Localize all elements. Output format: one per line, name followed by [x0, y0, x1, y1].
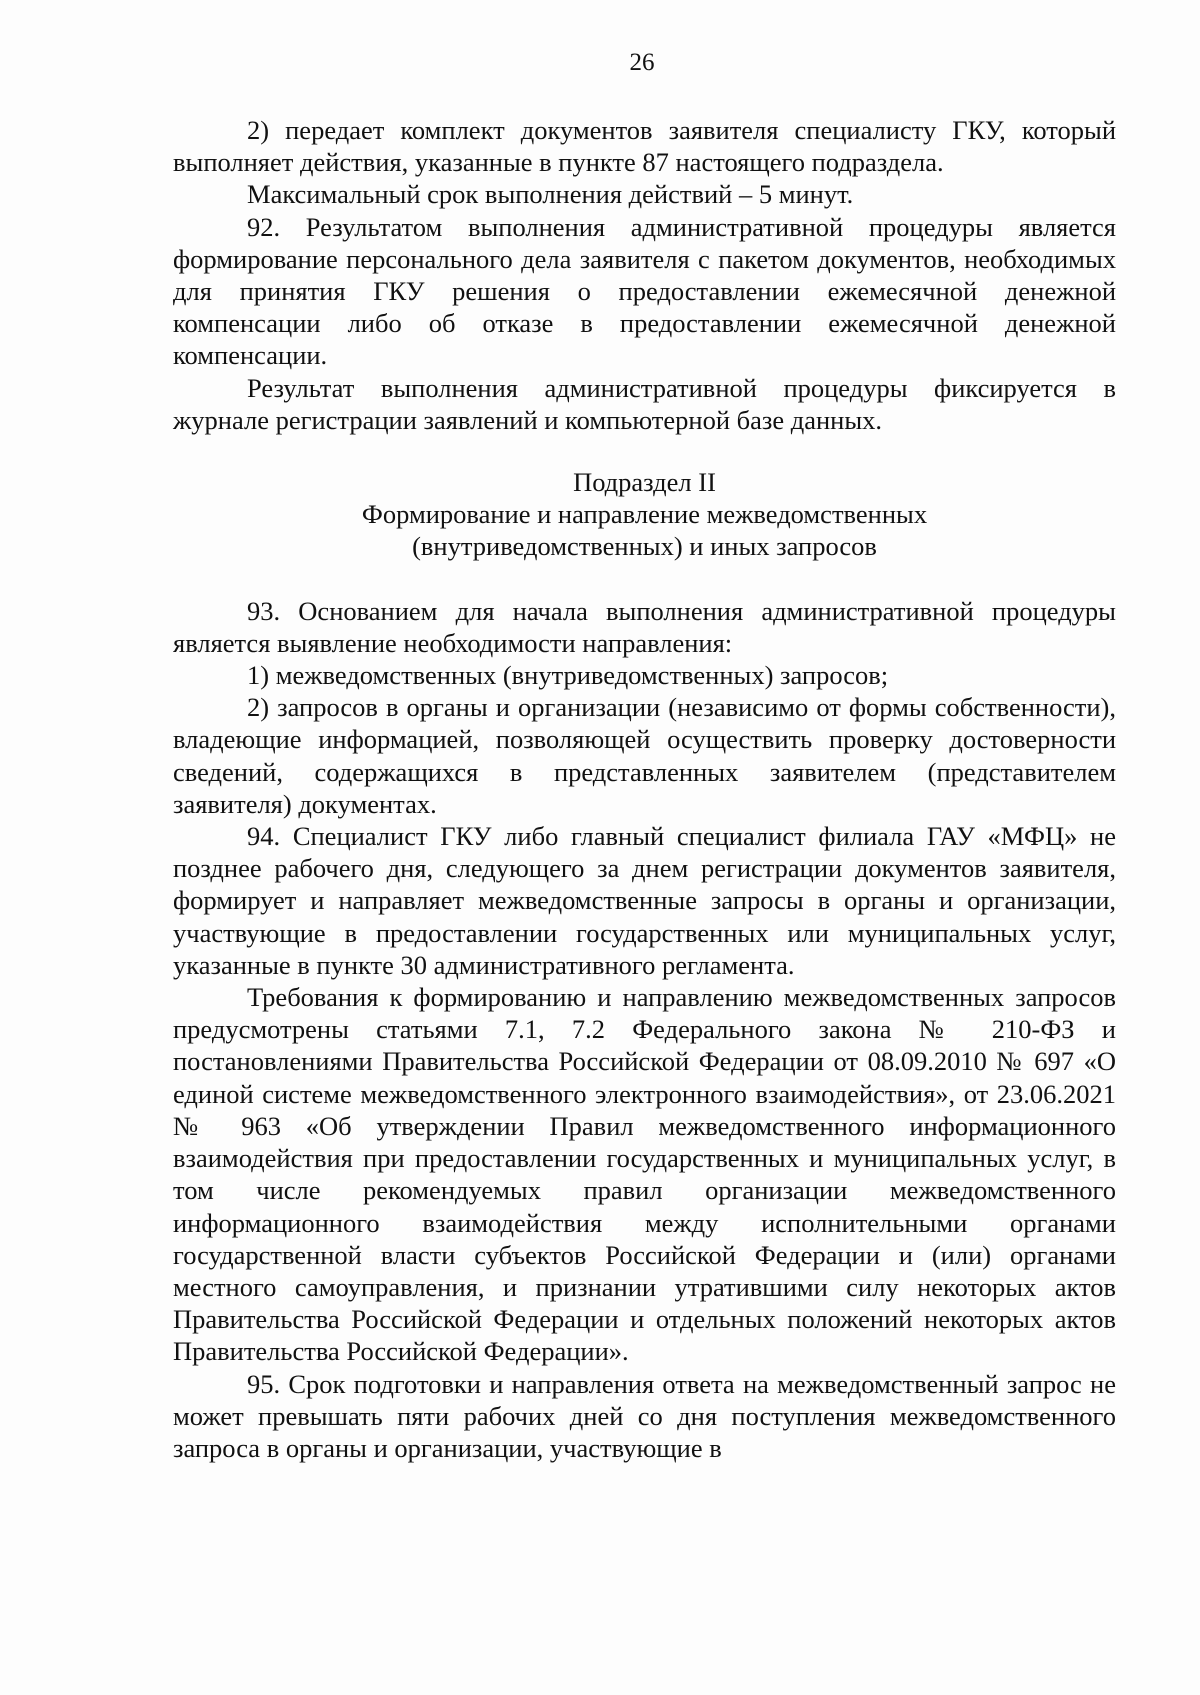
page-number: 26 [629, 49, 655, 76]
paragraph-item-2: 2) передает комплект документов заявителя специалисту ГКУ, который выполняет действия, указанные в пункте 87 настоящего подраздела. [173, 115, 1116, 178]
paragraph-result-recorded: Результат выполнения административной процедуры фиксируется в журнале регистрации заявлений и компьютерной базе данных. [173, 372, 1116, 435]
paragraph-93-item-2: 2) запросов в органы и организации (независимо от формы собственности), владеющие информацией, позволяющей осуществить проверку достоверности сведений, содержащихся в представленных заявителем (представителем заявителя) документах. [173, 692, 1116, 819]
paragraph-requirements: Требования к формированию и направлению межведомственных запросов предусмотрены статьями 7.1, 7.2 Федерального закона № 210-ФЗ и постановлениями Правительства Российской Федерации от 08.09.2010 № 697 «О единой системе межведомственного электронного взаимодействия», от 23.06.2021 № 963 «Об утверждении Правил межведомственного информационного взаимодействия при предоставлении государственных и муниципальных услуг, в том числе рекомендуемых правил организации межведомственного информационного взаимодействия между исполнительными органами государственной власти субъектов Российской Федерации и (или) органами местного самоуправления, и признании утратившими силу некоторых актов Правительства Российской Федерации и отдельных положений некоторых актов Правительства Российской Федерации». [173, 982, 1116, 1367]
paragraph-92: 92. Результатом выполнения административной процедуры является формирование персонального дела заявителя с пакетом документов, необходимых для принятия ГКУ решения о предоставлении ежемесячной денежной компенсации либо об отказе в предоставлении ежемесячной денежной компенсации. [173, 211, 1116, 371]
document-body [173, 114, 1116, 1464]
section-title-line-1: Формирование и направление межведомственных [361, 499, 928, 530]
paragraph-max-time: Максимальный срок выполнения действий – 5 минут. [247, 179, 854, 210]
paragraph-95: 95. Срок подготовки и направления ответа на межведомственный запрос не может превышать пяти рабочих дней со дня поступления межведомственного запроса в органы и организации, участвующие в [173, 1368, 1116, 1463]
section-label: Подраздел II [573, 467, 716, 498]
section-title-line-2: (внутриведомственных) и иных запросов [412, 531, 877, 562]
paragraph-93-item-1: 1) межведомственных (внутриведомственных) запросов; [247, 660, 889, 691]
paragraph-93: 93. Основанием для начала выполнения административной процедуры является выявление необходимости направления: [173, 595, 1116, 658]
spacer [173, 436, 1116, 466]
spacer [173, 563, 1116, 595]
paragraph-94: 94. Специалист ГКУ либо главный специалист филиала ГАУ «МФЦ» не позднее рабочего дня, следующего за днем регистрации документов заявителя, формирует и направляет межведомственные запросы в органы и организации, участвующие в предоставлении государственных или муниципальных услуг, указанные в пункте 30 административного регламента. [173, 821, 1116, 980]
